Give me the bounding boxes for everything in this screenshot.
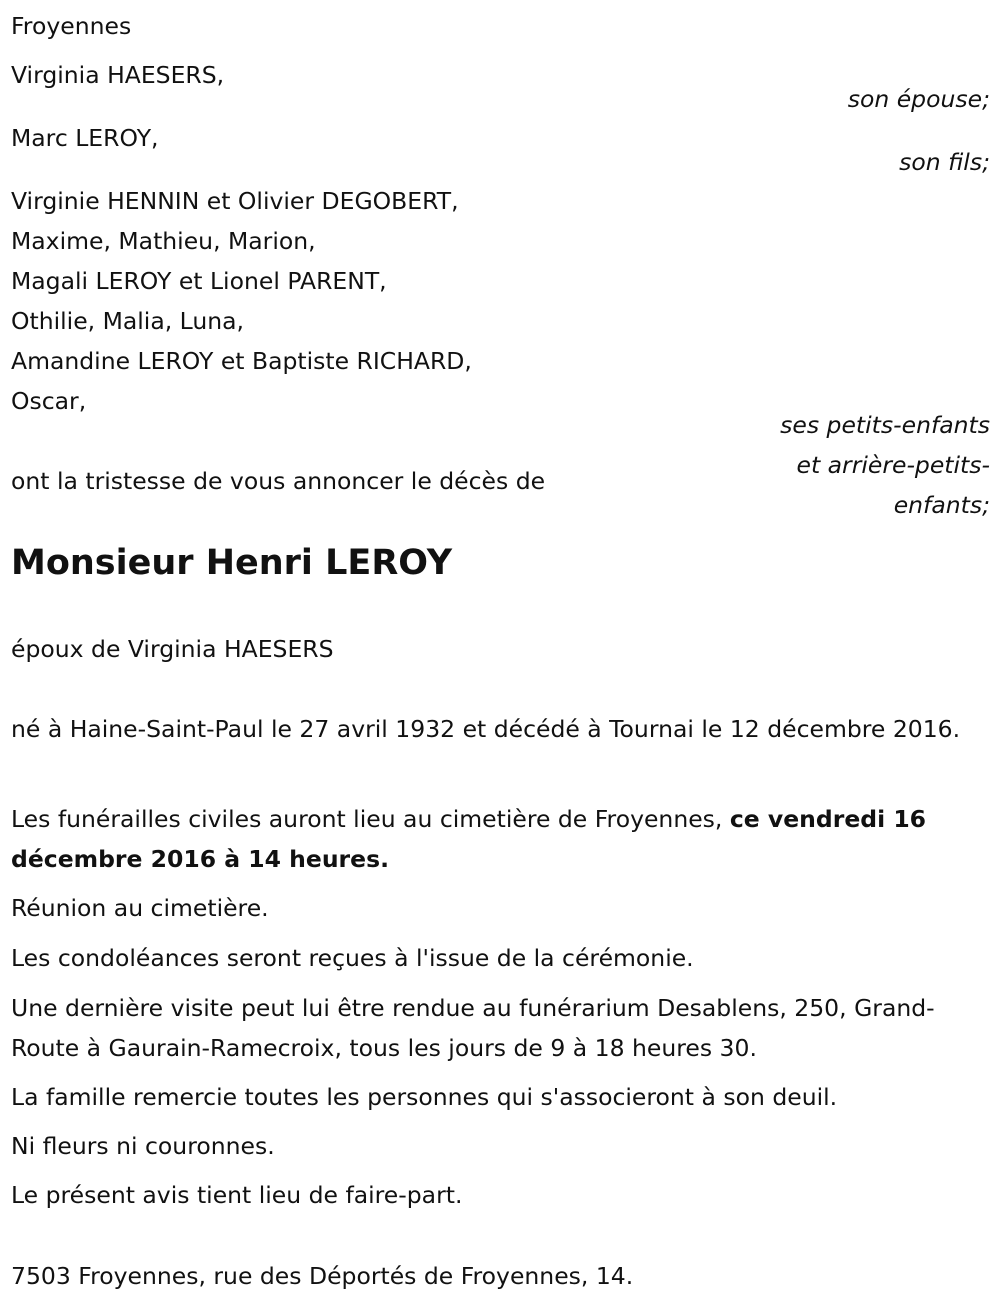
grandchild-line: Virginie HENNIN et Olivier DEGOBERT, (11, 187, 459, 215)
son-name: Marc LEROY, (11, 124, 159, 152)
grandchild-line: Amandine LEROY et Baptiste RICHARD, (11, 347, 472, 375)
thanks: La famille remercie toutes les personnes qui s'associeront à son deuil. (11, 1083, 838, 1111)
funeral-datetime: ce vendredi 16 décembre 2016 à 14 heures. (11, 805, 927, 873)
address: 7503 Froyennes, rue des Déportés de Froyennes, 14. (11, 1262, 634, 1290)
funeral-info (11, 799, 991, 879)
notice: Le présent avis tient lieu de faire-part. (11, 1181, 463, 1209)
spouse-line: époux de Virginia HAESERS (11, 635, 334, 663)
spouse-relation: son épouse; (847, 85, 990, 113)
grandchild-line: Oscar, (11, 387, 87, 415)
visit-info: Une dernière visite peut lui être rendue au funérarium Desablens, 250, Grand-Route à Gaurain-Ramecroix, tous les jours de 9 à 18 heures 30. (11, 994, 935, 1062)
grandchild-line: Magali LEROY et Lionel PARENT, (11, 267, 387, 295)
birth-death: né à Haine-Saint-Paul le 27 avril 1932 et décédé à Tournai le 12 décembre 2016. (11, 715, 961, 743)
son-relation: son fils; (899, 148, 990, 176)
grandchild-line: Othilie, Malia, Luna, (11, 307, 245, 335)
no-flowers: Ni fleurs ni couronnes. (11, 1132, 275, 1160)
grandchildren-relation: enfants; (893, 491, 990, 519)
reunion: Réunion au cimetière. (11, 894, 269, 922)
grandchildren-relation: ses petits-enfants (780, 411, 990, 439)
condolences: Les condoléances seront reçues à l'issue de la cérémonie. (11, 944, 694, 972)
location-header: Froyennes (11, 12, 132, 40)
deceased-name: Monsieur Henri LEROY (11, 543, 453, 583)
grandchildren-relation: et arrière-petits- (796, 451, 990, 479)
funeral-text: Les funérailles civiles auront lieu au cimetière de Froyennes, (11, 805, 730, 833)
grandchild-line: Maxime, Mathieu, Marion, (11, 227, 316, 255)
announcement: ont la tristesse de vous annoncer le décès de (11, 467, 546, 495)
spouse-name: Virginia HAESERS, (11, 61, 225, 89)
